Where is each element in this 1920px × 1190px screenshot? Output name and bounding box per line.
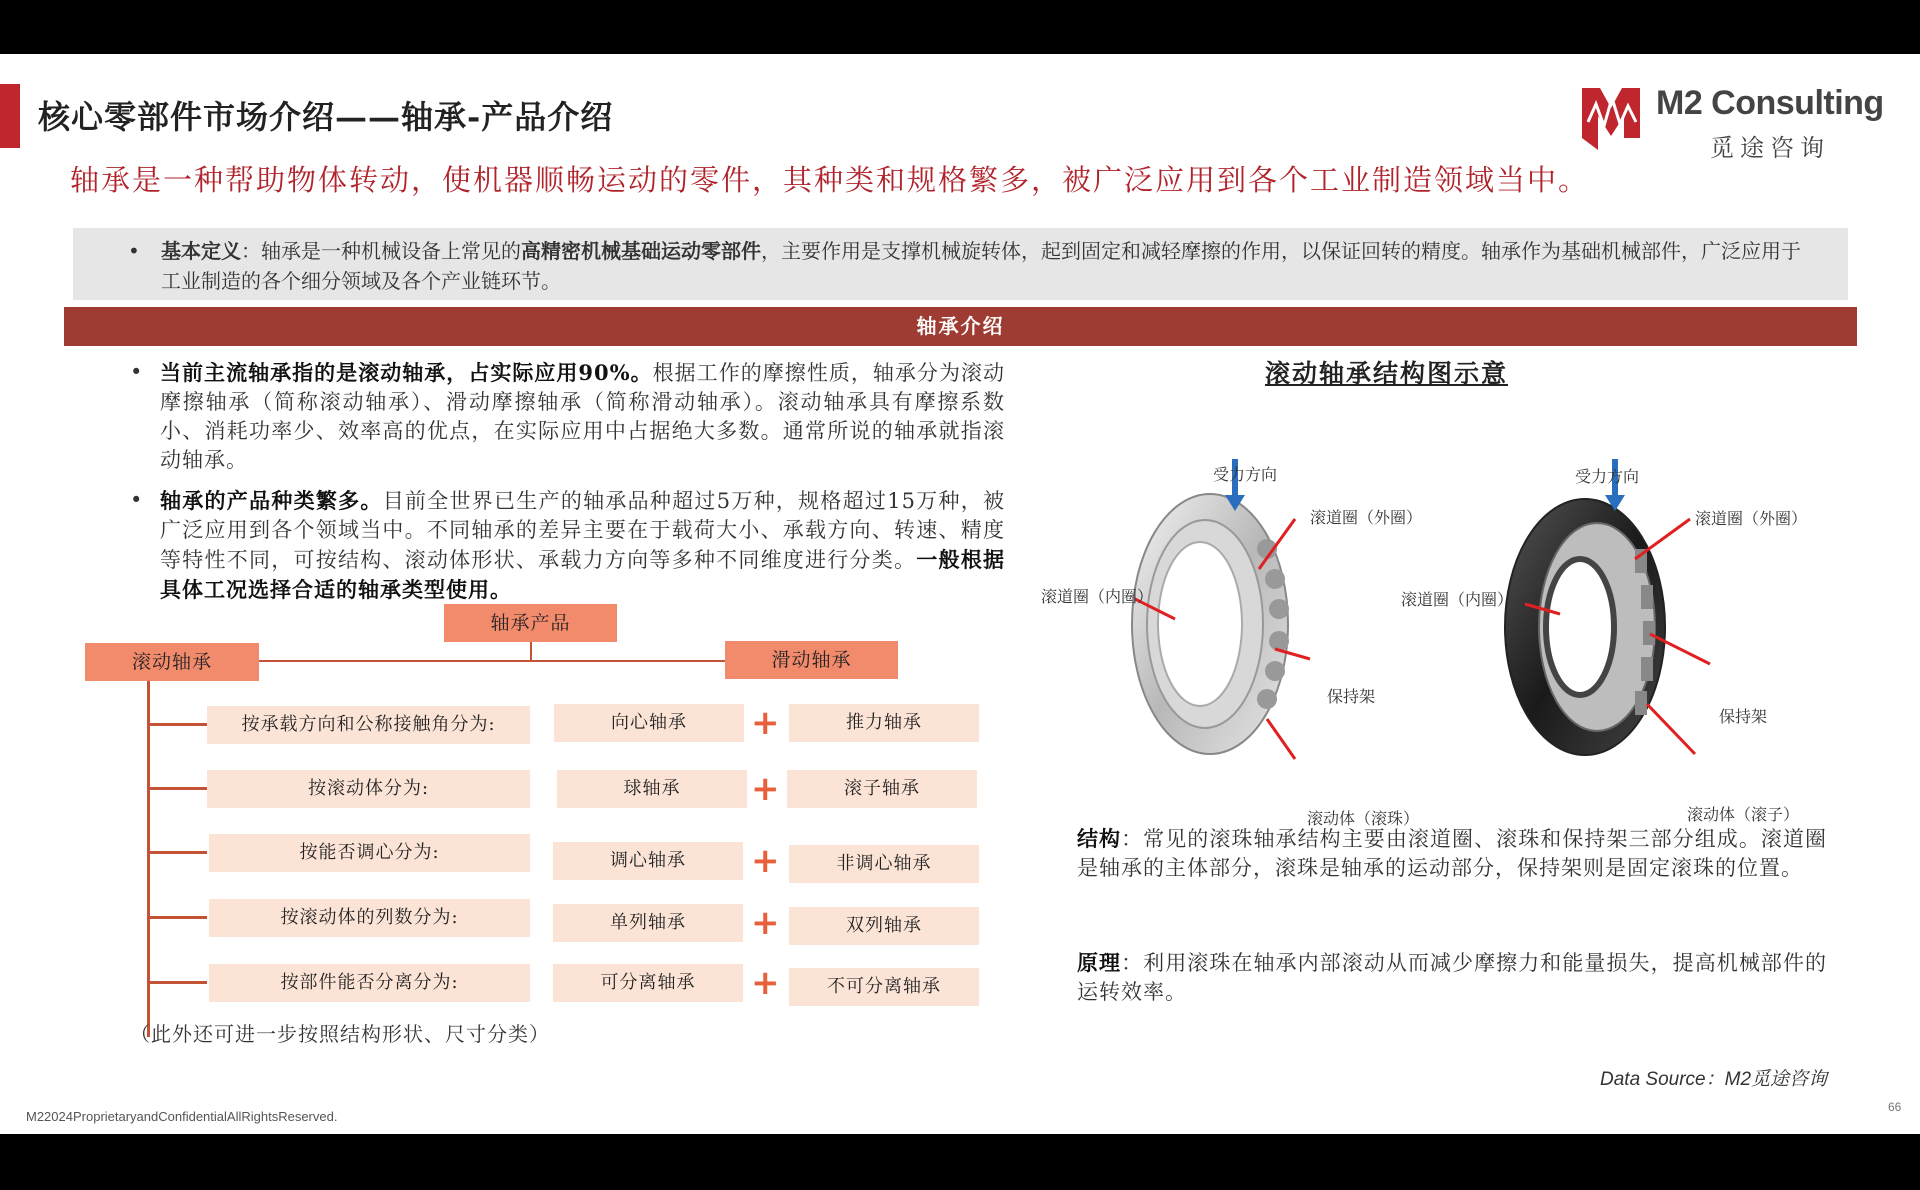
plus-icon: + — [751, 903, 780, 943]
tree-left-box: 滚动轴承 — [85, 643, 259, 681]
type-box: 双列轴承 — [789, 907, 979, 945]
roller-bearing-icon — [1505, 459, 1710, 755]
label-force-left: 受力方向 — [1213, 465, 1278, 484]
page-title: 核心零部件市场介绍——轴承-产品介绍 — [38, 98, 614, 136]
bullet-2-bold-end: 一般根据具体工况选择合适的轴承类型使用。 — [160, 547, 1006, 602]
label-outer-right: 滚道圈（外圈） — [1695, 509, 1808, 528]
definition-text-2: ，主要作用是支撑机械旋转体，起到固定和减轻摩擦的作用，以保证回转的精度。轴承作为基础机械部件，广泛应用于工业制造的各个细分领域及各个产业链环节。 — [161, 239, 1801, 293]
tree-connector — [259, 660, 726, 662]
title-accent-bar — [0, 84, 20, 148]
category-box: 按能否调心分为: — [209, 834, 530, 872]
diagram-title: 滚动轴承结构图示意 — [1265, 359, 1509, 388]
slide — [0, 54, 1920, 1134]
classification-note: （此外还可进一步按照结构形状、尺寸分类） — [130, 1022, 550, 1046]
label-outer-left: 滚道圈（外圈） — [1310, 508, 1423, 527]
structure-text: ：常见的滚珠轴承结构主要由滚道圈、滚珠和保持架三部分组成。滚道圈是轴承的主体部分，滚珠是轴承的运动部分，保持架则是固定滚珠的位置。 — [1077, 827, 1828, 880]
type-box: 非调心轴承 — [789, 845, 979, 883]
tree-branch — [147, 723, 207, 726]
type-box: 球轴承 — [557, 770, 747, 808]
plus-icon: + — [751, 963, 780, 1003]
type-box: 单列轴承 — [553, 904, 743, 942]
plus-icon: + — [751, 703, 780, 743]
label-inner-left: 滚道圈（内圈） — [1041, 587, 1154, 606]
plus-icon: + — [751, 841, 780, 881]
definition-text: ：轴承是一种机械设备上常见的 — [241, 239, 521, 263]
bullet-icon: • — [128, 239, 140, 263]
bottom-letterbox — [0, 1134, 1920, 1190]
bullet-2-text: 目前全世界已生产的轴承品种超过5万种，规格超过15万种，被广泛应用到各个领域当中。不同轴承的差异主要在于载荷大小、承载方向、转速、精度等特性不同，可按结构、滚动体形状、承载力方向等多种不同维度进行分类。 — [160, 489, 1005, 572]
tree-branch — [147, 851, 207, 854]
category-box: 按承载方向和公称接触角分为: — [207, 706, 530, 744]
bearing-diagram — [1035, 399, 1825, 828]
label-cage-right: 保持架 — [1719, 707, 1768, 726]
category-box: 按滚动体的列数分为: — [209, 899, 530, 937]
tree-connector — [530, 642, 532, 660]
top-letterbox — [0, 0, 1920, 54]
page-number: 66 — [1888, 1100, 1902, 1114]
label-inner-right: 滚道圈（内圈） — [1401, 590, 1514, 609]
category-box: 按部件能否分离分为: — [209, 964, 530, 1002]
type-box: 调心轴承 — [553, 842, 743, 880]
type-box: 推力轴承 — [789, 704, 979, 742]
definition-bold: 高精密机械基础运动零部件 — [521, 239, 761, 263]
bullet-paragraph-2 — [130, 486, 1006, 605]
label-cage-left: 保持架 — [1327, 687, 1376, 706]
principle-label: 原理 — [1077, 950, 1122, 975]
type-box: 滚子轴承 — [787, 770, 977, 808]
bullet-2-bold: 轴承的产品种类繁多。 — [160, 488, 383, 513]
principle-text: ：利用滚珠在轴承内部滚动从而减少摩擦力和能量损失，提高机械部件的运转效率。 — [1077, 951, 1828, 1004]
bullet-icon: • — [130, 360, 144, 384]
company-logo — [1580, 82, 1900, 162]
type-box: 可分离轴承 — [553, 964, 743, 1002]
m2-logo-icon — [1580, 82, 1642, 152]
structure-label: 结构 — [1077, 826, 1122, 851]
label-roll-left: 滚动体（滚珠） — [1307, 809, 1420, 828]
bullet-1-bold: 当前主流轴承指的是滚动轴承，占实际应用90%。 — [160, 360, 653, 385]
subtitle: 轴承是一种帮助物体转动，使机器顺畅运动的零件，其种类和规格繁多，被广泛应用到各个工业制造领域当中。 — [70, 163, 1590, 197]
section-header: 轴承介绍 — [64, 307, 1857, 346]
definition-box — [73, 228, 1848, 300]
tree-right-box: 滑动轴承 — [725, 641, 898, 679]
label-force-right: 受力方向 — [1575, 467, 1640, 486]
logo-text-cn: 觅途咨询 — [1710, 134, 1830, 162]
data-source: Data Source：M2觅途咨询 — [1600, 1069, 1828, 1090]
tree-branch — [147, 981, 207, 984]
plus-icon: + — [751, 769, 780, 809]
logo-text-en: M2 Consulting — [1656, 84, 1884, 122]
ball-bearing-icon — [1132, 459, 1310, 759]
bullet-1-text: 根据工作的摩擦性质，轴承分为滚动摩擦轴承（简称滚动轴承）、滑动摩擦轴承（简称滑动轴承）。滚动轴承具有摩擦系数小、消耗功率少、效率高的优点，在实际应用中占据绝大多数。通常所说的轴承就指滚动轴承。 — [160, 361, 1005, 472]
type-box: 不可分离轴承 — [789, 968, 979, 1006]
bullet-icon: • — [130, 488, 144, 512]
type-box: 向心轴承 — [554, 704, 744, 742]
structure-paragraph — [1077, 824, 1827, 883]
category-box: 按滚动体分为: — [207, 770, 530, 808]
tree-branch — [147, 916, 207, 919]
tree-branch — [147, 787, 207, 790]
principle-paragraph — [1077, 948, 1827, 1007]
bullet-paragraph-1 — [130, 358, 1005, 475]
definition-label: 基本定义 — [161, 239, 241, 263]
label-roll-right: 滚动体（滚子） — [1687, 805, 1800, 824]
tree-root-box: 轴承产品 — [444, 604, 617, 642]
copyright-footer: M22024ProprietaryandConfidentialAllRightsReserved. — [26, 1109, 338, 1124]
